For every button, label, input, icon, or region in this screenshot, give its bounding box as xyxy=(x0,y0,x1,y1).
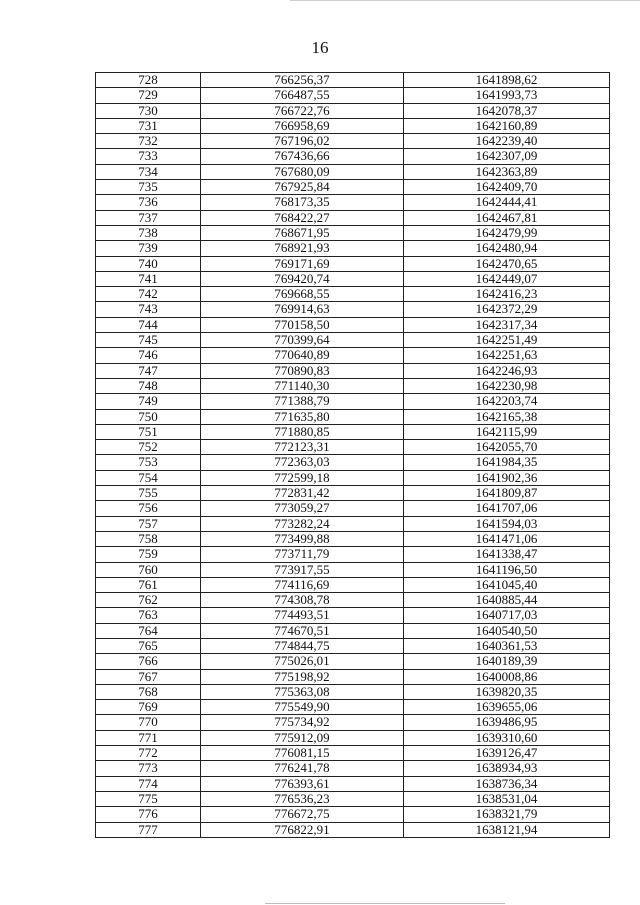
x-coordinate-cell: 768671,95 xyxy=(201,225,404,240)
y-coordinate-cell: 1638736,34 xyxy=(404,776,610,791)
table-row xyxy=(96,118,610,133)
x-coordinate-cell: 770399,64 xyxy=(201,333,404,348)
x-coordinate-cell: 773059,27 xyxy=(201,501,404,516)
table-row xyxy=(96,807,610,822)
table-row xyxy=(96,730,610,745)
x-coordinate-cell: 775912,09 xyxy=(201,730,404,745)
point-number-cell: 762 xyxy=(96,593,201,608)
y-coordinate-cell: 1639486,95 xyxy=(404,715,610,730)
y-coordinate-cell: 1642449,07 xyxy=(404,271,610,286)
y-coordinate-cell: 1641902,36 xyxy=(404,470,610,485)
point-number-cell: 773 xyxy=(96,761,201,776)
page-number: 16 xyxy=(311,38,329,57)
x-coordinate-cell: 766256,37 xyxy=(201,73,404,88)
table-row xyxy=(96,455,610,470)
y-coordinate-cell: 1641898,62 xyxy=(404,73,610,88)
coordinates-table-body xyxy=(96,73,610,838)
x-coordinate-cell: 773711,79 xyxy=(201,547,404,562)
x-coordinate-cell: 770640,89 xyxy=(201,348,404,363)
y-coordinate-cell: 1641338,47 xyxy=(404,547,610,562)
x-coordinate-cell: 766722,76 xyxy=(201,103,404,118)
y-coordinate-cell: 1642409,70 xyxy=(404,180,610,195)
table-row xyxy=(96,363,610,378)
table-row xyxy=(96,746,610,761)
point-number-cell: 764 xyxy=(96,623,201,638)
x-coordinate-cell: 769171,69 xyxy=(201,256,404,271)
point-number-cell: 757 xyxy=(96,516,201,531)
point-number-cell: 753 xyxy=(96,455,201,470)
point-number-cell: 761 xyxy=(96,577,201,592)
y-coordinate-cell: 1642055,70 xyxy=(404,440,610,455)
point-number-cell: 750 xyxy=(96,409,201,424)
table-row xyxy=(96,562,610,577)
x-coordinate-cell: 769420,74 xyxy=(201,271,404,286)
table-row xyxy=(96,424,610,439)
x-coordinate-cell: 771880,85 xyxy=(201,424,404,439)
x-coordinate-cell: 772123,31 xyxy=(201,440,404,455)
y-coordinate-cell: 1642363,89 xyxy=(404,164,610,179)
table-row xyxy=(96,73,610,88)
table-row xyxy=(96,271,610,286)
x-coordinate-cell: 776536,23 xyxy=(201,791,404,806)
table-row xyxy=(96,195,610,210)
y-coordinate-cell: 1640361,53 xyxy=(404,638,610,653)
table-row xyxy=(96,88,610,103)
point-number-cell: 735 xyxy=(96,180,201,195)
point-number-cell: 747 xyxy=(96,363,201,378)
y-coordinate-cell: 1641984,35 xyxy=(404,455,610,470)
y-coordinate-cell: 1638531,04 xyxy=(404,791,610,806)
scan-edge-line-bottom xyxy=(265,903,505,904)
table-row xyxy=(96,103,610,118)
point-number-cell: 763 xyxy=(96,608,201,623)
point-number-cell: 752 xyxy=(96,440,201,455)
y-coordinate-cell: 1642307,09 xyxy=(404,149,610,164)
x-coordinate-cell: 774493,51 xyxy=(201,608,404,623)
x-coordinate-cell: 771635,80 xyxy=(201,409,404,424)
table-row xyxy=(96,486,610,501)
point-number-cell: 775 xyxy=(96,791,201,806)
x-coordinate-cell: 767925,84 xyxy=(201,180,404,195)
table-row xyxy=(96,134,610,149)
table-row xyxy=(96,256,610,271)
x-coordinate-cell: 774670,51 xyxy=(201,623,404,638)
y-coordinate-cell: 1642444,41 xyxy=(404,195,610,210)
y-coordinate-cell: 1642239,40 xyxy=(404,134,610,149)
y-coordinate-cell: 1642115,99 xyxy=(404,424,610,439)
table-row xyxy=(96,394,610,409)
y-coordinate-cell: 1642480,94 xyxy=(404,241,610,256)
table-row xyxy=(96,608,610,623)
point-number-cell: 759 xyxy=(96,547,201,562)
x-coordinate-cell: 773917,55 xyxy=(201,562,404,577)
x-coordinate-cell: 770890,83 xyxy=(201,363,404,378)
x-coordinate-cell: 772363,03 xyxy=(201,455,404,470)
x-coordinate-cell: 767680,09 xyxy=(201,164,404,179)
x-coordinate-cell: 766487,55 xyxy=(201,88,404,103)
table-row xyxy=(96,638,610,653)
x-coordinate-cell: 768921,93 xyxy=(201,241,404,256)
y-coordinate-cell: 1640885,44 xyxy=(404,593,610,608)
y-coordinate-cell: 1642467,81 xyxy=(404,210,610,225)
y-coordinate-cell: 1642479,99 xyxy=(404,225,610,240)
x-coordinate-cell: 776081,15 xyxy=(201,746,404,761)
point-number-cell: 741 xyxy=(96,271,201,286)
point-number-cell: 739 xyxy=(96,241,201,256)
y-coordinate-cell: 1640008,86 xyxy=(404,669,610,684)
point-number-cell: 730 xyxy=(96,103,201,118)
point-number-cell: 760 xyxy=(96,562,201,577)
y-coordinate-cell: 1642372,29 xyxy=(404,302,610,317)
point-number-cell: 743 xyxy=(96,302,201,317)
y-coordinate-cell: 1640717,03 xyxy=(404,608,610,623)
x-coordinate-cell: 772599,18 xyxy=(201,470,404,485)
y-coordinate-cell: 1642317,34 xyxy=(404,317,610,332)
y-coordinate-cell: 1642416,23 xyxy=(404,287,610,302)
x-coordinate-cell: 768173,35 xyxy=(201,195,404,210)
point-number-cell: 748 xyxy=(96,378,201,393)
x-coordinate-cell: 775198,92 xyxy=(201,669,404,684)
point-number-cell: 755 xyxy=(96,486,201,501)
table-row xyxy=(96,348,610,363)
point-number-cell: 736 xyxy=(96,195,201,210)
point-number-cell: 769 xyxy=(96,700,201,715)
y-coordinate-cell: 1641993,73 xyxy=(404,88,610,103)
x-coordinate-cell: 770158,50 xyxy=(201,317,404,332)
point-number-cell: 777 xyxy=(96,822,201,837)
point-number-cell: 737 xyxy=(96,210,201,225)
point-number-cell: 734 xyxy=(96,164,201,179)
point-number-cell: 774 xyxy=(96,776,201,791)
point-number-cell: 742 xyxy=(96,287,201,302)
table-row xyxy=(96,225,610,240)
table-row xyxy=(96,547,610,562)
x-coordinate-cell: 766958,69 xyxy=(201,118,404,133)
table-row xyxy=(96,287,610,302)
table-row xyxy=(96,761,610,776)
point-number-cell: 749 xyxy=(96,394,201,409)
table-row xyxy=(96,531,610,546)
x-coordinate-cell: 772831,42 xyxy=(201,486,404,501)
y-coordinate-cell: 1642470,65 xyxy=(404,256,610,271)
x-coordinate-cell: 768422,27 xyxy=(201,210,404,225)
y-coordinate-cell: 1640189,39 xyxy=(404,654,610,669)
y-coordinate-cell: 1641045,40 xyxy=(404,577,610,592)
point-number-cell: 746 xyxy=(96,348,201,363)
y-coordinate-cell: 1641196,50 xyxy=(404,562,610,577)
x-coordinate-cell: 775363,08 xyxy=(201,684,404,699)
table-row xyxy=(96,684,610,699)
y-coordinate-cell: 1642251,49 xyxy=(404,333,610,348)
y-coordinate-cell: 1641594,03 xyxy=(404,516,610,531)
point-number-cell: 770 xyxy=(96,715,201,730)
table-row xyxy=(96,822,610,837)
table-row xyxy=(96,593,610,608)
table-row xyxy=(96,623,610,638)
y-coordinate-cell: 1641471,06 xyxy=(404,531,610,546)
y-coordinate-cell: 1642251,63 xyxy=(404,348,610,363)
table-row xyxy=(96,516,610,531)
y-coordinate-cell: 1639655,06 xyxy=(404,700,610,715)
x-coordinate-cell: 776241,78 xyxy=(201,761,404,776)
point-number-cell: 767 xyxy=(96,669,201,684)
table-row xyxy=(96,654,610,669)
table-row xyxy=(96,776,610,791)
y-coordinate-cell: 1640540,50 xyxy=(404,623,610,638)
y-coordinate-cell: 1642203,74 xyxy=(404,394,610,409)
table-row xyxy=(96,440,610,455)
point-number-cell: 744 xyxy=(96,317,201,332)
x-coordinate-cell: 773499,88 xyxy=(201,531,404,546)
x-coordinate-cell: 771140,30 xyxy=(201,378,404,393)
table-row xyxy=(96,241,610,256)
x-coordinate-cell: 775026,01 xyxy=(201,654,404,669)
point-number-cell: 776 xyxy=(96,807,201,822)
point-number-cell: 758 xyxy=(96,531,201,546)
y-coordinate-cell: 1638121,94 xyxy=(404,822,610,837)
table-row xyxy=(96,333,610,348)
y-coordinate-cell: 1639820,35 xyxy=(404,684,610,699)
table-row xyxy=(96,378,610,393)
table-row xyxy=(96,700,610,715)
point-number-cell: 728 xyxy=(96,73,201,88)
x-coordinate-cell: 767196,02 xyxy=(201,134,404,149)
table-row xyxy=(96,210,610,225)
table-row xyxy=(96,715,610,730)
y-coordinate-cell: 1641809,87 xyxy=(404,486,610,501)
point-number-cell: 754 xyxy=(96,470,201,485)
x-coordinate-cell: 769914,63 xyxy=(201,302,404,317)
point-number-cell: 738 xyxy=(96,225,201,240)
y-coordinate-cell: 1639126,47 xyxy=(404,746,610,761)
x-coordinate-cell: 775549,90 xyxy=(201,700,404,715)
table-row xyxy=(96,164,610,179)
point-number-cell: 732 xyxy=(96,134,201,149)
y-coordinate-cell: 1638934,93 xyxy=(404,761,610,776)
y-coordinate-cell: 1642230,98 xyxy=(404,378,610,393)
point-number-cell: 768 xyxy=(96,684,201,699)
table-row xyxy=(96,501,610,516)
x-coordinate-cell: 771388,79 xyxy=(201,394,404,409)
point-number-cell: 745 xyxy=(96,333,201,348)
table-row xyxy=(96,791,610,806)
y-coordinate-cell: 1639310,60 xyxy=(404,730,610,745)
table-row xyxy=(96,577,610,592)
x-coordinate-cell: 774844,75 xyxy=(201,638,404,653)
table-row xyxy=(96,317,610,332)
point-number-cell: 765 xyxy=(96,638,201,653)
y-coordinate-cell: 1638321,79 xyxy=(404,807,610,822)
point-number-cell: 731 xyxy=(96,118,201,133)
x-coordinate-cell: 774116,69 xyxy=(201,577,404,592)
table-row xyxy=(96,180,610,195)
x-coordinate-cell: 769668,55 xyxy=(201,287,404,302)
x-coordinate-cell: 776822,91 xyxy=(201,822,404,837)
scan-edge-line-top xyxy=(290,0,640,1)
point-number-cell: 766 xyxy=(96,654,201,669)
x-coordinate-cell: 774308,78 xyxy=(201,593,404,608)
y-coordinate-cell: 1642078,37 xyxy=(404,103,610,118)
y-coordinate-cell: 1641707,06 xyxy=(404,501,610,516)
point-number-cell: 756 xyxy=(96,501,201,516)
point-number-cell: 733 xyxy=(96,149,201,164)
y-coordinate-cell: 1642160,89 xyxy=(404,118,610,133)
table-row xyxy=(96,409,610,424)
x-coordinate-cell: 775734,92 xyxy=(201,715,404,730)
point-number-cell: 740 xyxy=(96,256,201,271)
point-number-cell: 751 xyxy=(96,424,201,439)
coordinates-table xyxy=(95,72,610,838)
x-coordinate-cell: 773282,24 xyxy=(201,516,404,531)
x-coordinate-cell: 767436,66 xyxy=(201,149,404,164)
table-row xyxy=(96,470,610,485)
table-row xyxy=(96,149,610,164)
table-row xyxy=(96,302,610,317)
x-coordinate-cell: 776672,75 xyxy=(201,807,404,822)
table-row xyxy=(96,669,610,684)
point-number-cell: 729 xyxy=(96,88,201,103)
y-coordinate-cell: 1642165,38 xyxy=(404,409,610,424)
point-number-cell: 771 xyxy=(96,730,201,745)
x-coordinate-cell: 776393,61 xyxy=(201,776,404,791)
point-number-cell: 772 xyxy=(96,746,201,761)
y-coordinate-cell: 1642246,93 xyxy=(404,363,610,378)
